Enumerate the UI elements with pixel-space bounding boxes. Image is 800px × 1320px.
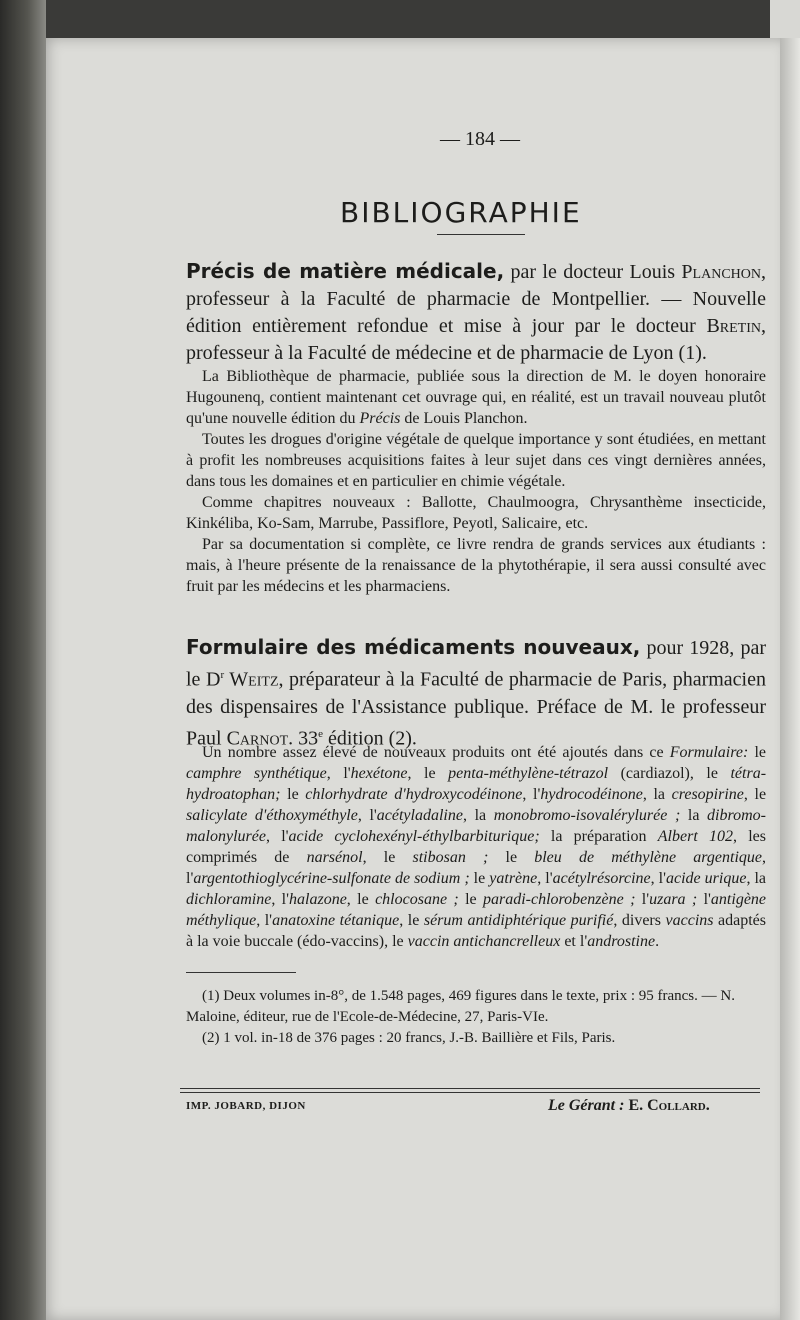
footnotes [186,986,766,1049]
entry1-p1-text: La Bibliothèque de pharmacie, publiée sous la direction de M. le doyen honoraire Hugounenq, contient maintenant cet ouvrage qui, en réalité, est un travail nouveau plutôt qu'une nouvelle édition du [186,368,766,427]
entry1-p1-italic: Précis [359,410,401,427]
entry2-text-a: pour 1928, par le D [186,637,766,691]
bottom-rule-double [180,1092,760,1093]
entry2-ed-sup: e [318,727,324,740]
bottom-rule [180,1088,760,1089]
entry2-text-d: édition (2). [323,727,417,750]
footnote-2: (2) 1 vol. in-18 de 376 pages : 20 francs, J.-B. Baillière et Fils, Paris. [202,1030,616,1046]
footnote-rule [186,972,296,973]
page-number: — 184 — [440,128,520,150]
entry1-editor: Bretin [706,315,761,337]
entry2-author: Weitz [224,668,279,691]
entry1-heading [186,258,766,367]
entry2-title: Formulaire des médicaments nouveaux, [186,635,641,659]
gerant-label: Le Gérant : [548,1097,625,1114]
entry2-prefacer: Carnot [226,727,289,750]
printer-imprint: IMP. JOBARD, DIJON [186,1100,306,1112]
entry1-p1-end: de Louis Planchon. [400,410,528,427]
entry1-paragraph-4: Par sa documentation si complète, ce livre rendra de grands services aux étudiants : mais, à l'heure présente de la renaissance de la phytothérapie, il sera aussi consulté avec fruit par les médecins et les pharmaciens. [186,536,766,595]
entry1-title: Précis de matière médicale, [186,259,505,283]
entry2-text-b: , préparateur à la Faculté de pharmacie de Paris, pharmacien des dispensaires de l'Assistance publique. Préface de M. le professeur Paul [186,668,766,750]
entry2-dr-sup: r [220,669,225,681]
title-rule [437,234,525,235]
page-title: BIBLIOGRAPHIE [340,196,582,229]
entry2-text-c: . 33 [288,727,319,750]
gerant-line [548,1097,710,1115]
entry1-body [186,366,766,597]
entry2-paragraph: Un nombre assez élevé de nouveaux produits ont été ajoutés dans ce Formulaire: le camphre synthétique, l'hexétone, le penta-méthylène-tétrazol (cardiazol), le tétra-hydroatophan; le chlorhydrate d'hydroxycodéinone, l'hydrocodéinone, la cresopirine, le salicylate d'éthoxyméthyle, l'acétyladaline, la monobromo-isovalérylurée ; la dibromo-malonylurée, l'acide cyclohexényl-éthylbarbiturique; la préparation Albert 102, les comprimés de narsénol, le stibosan ; le bleu de méthylène argentique, l'argentothioglycérine-sulfonate de sodium ; le yatrène, l'acétylrésorcine, l'acide urique, la dichloramine, l'halazone, le chlocosane ; le paradi-chlorobenzène ; l'uzara ; l'antigène méthylique, l'anatoxine tétanique, le sérum antidiphtérique purifié, divers vaccins adaptés à la voie buccale (édo-vaccins), le vaccin antichancrelleux et l'androstine. [186,744,767,950]
entry1-paragraph-3: Comme chapitres nouveaux : Ballotte, Chaulmoogra, Chrysanthème insecticide, Kinkéliba, Ko-Sam, Marrube, Passiflore, Peyotl, Salicaire, etc. [186,494,766,532]
entry1-text-a: par le docteur Louis [504,261,682,283]
entry1-text-b: , professeur à la Faculté de pharmacie de Montpellier. — Nouvelle édition entièrement refondue et mise à jour par le docteur [186,261,766,337]
entry1-author: Planchon [681,261,761,283]
entry1-text-c: , professeur à la Faculté de médecine et de pharmacie de Lyon (1). [186,315,766,364]
gerant-name: E. Collard. [628,1097,710,1114]
entry1-paragraph-1 [186,366,766,429]
entry1-paragraph-2: Toutes les drogues d'origine végétale de quelque importance y sont étudiées, en mettant à profit les nombreuses acquisitions faites à leur sujet dans ces vingt dernières années, dans tous les domaines et en particulier en chimie végétale. [186,431,766,490]
footnote-1: (1) Deux volumes in-8°, de 1.548 pages, 469 figures dans le texte, prix : 95 francs. — N. Maloine, éditeur, rue de l'Ecole-de-Médecine, 27, Paris-VIe. [186,988,735,1025]
entry2-heading [186,634,766,752]
entry2-body [186,742,766,952]
